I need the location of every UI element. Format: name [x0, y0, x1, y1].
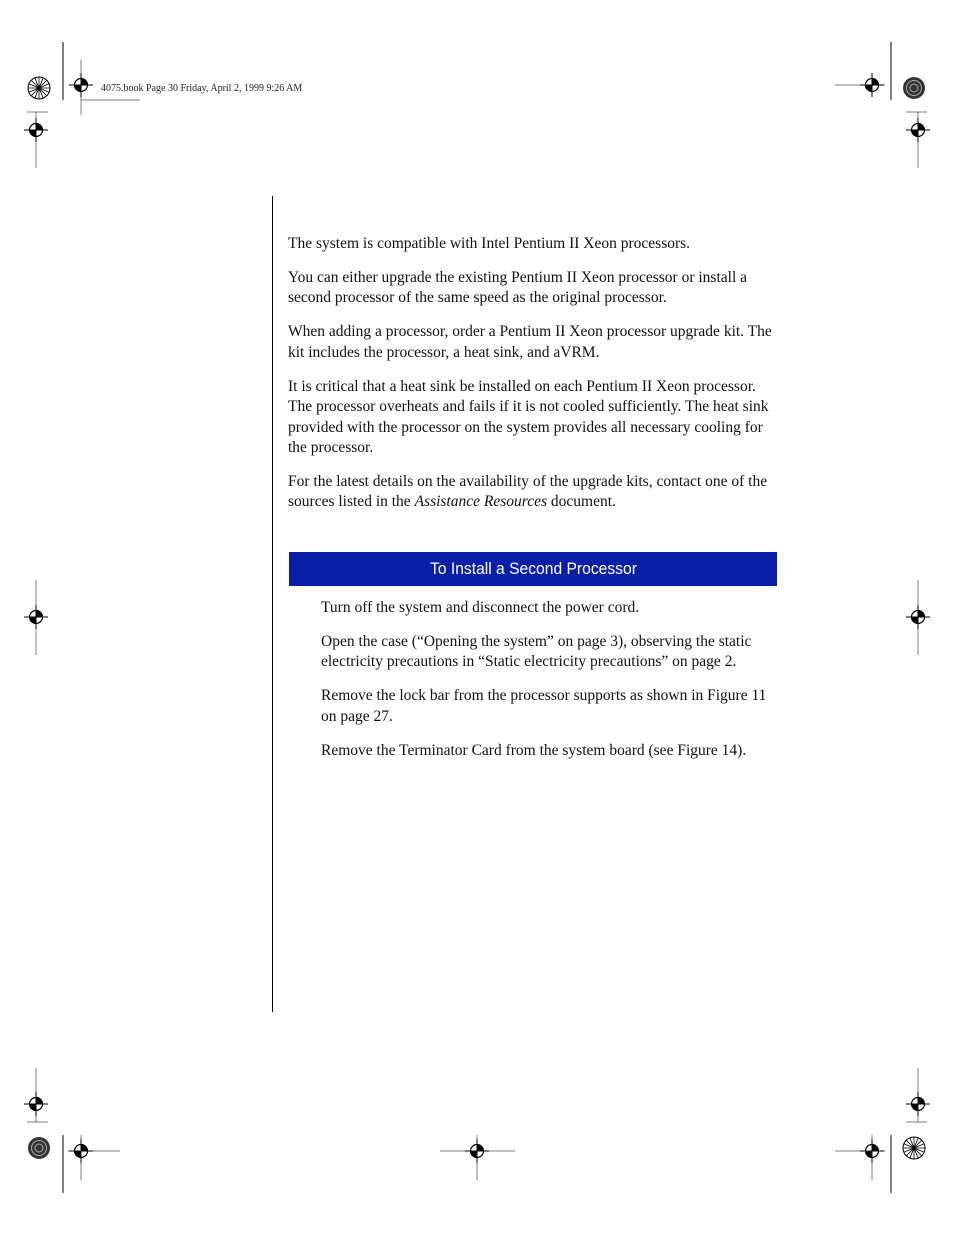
- procedure-steps: [321, 598, 781, 775]
- section-banner: [289, 552, 777, 586]
- step-item: Remove the lock bar from the processor supports as shown in Figure 11 on page 27.: [321, 687, 767, 725]
- step-item: Turn off the system and disconnect the power cord.: [321, 599, 640, 616]
- latest-details-end: document.: [547, 493, 616, 511]
- section-title: To Install a Second Processor: [429, 559, 637, 578]
- paragraph-latest-details: [288, 472, 778, 513]
- paragraph-compatibility: The system is compatible with Intel Pentium II Xeon processors.: [288, 235, 691, 252]
- intro-text: [288, 234, 778, 526]
- assistance-resources-title: Assistance Resources: [414, 493, 548, 511]
- margin-rule: [272, 196, 273, 1012]
- print-header-info: 4075.book Page 30 Friday, April 2, 1999 9:26 AM: [101, 83, 303, 94]
- paragraph-heat-sink: It is critical that a heat sink be installed on each Pentium II Xeon processor. The processor overheats and fails if it is not cooled sufficiently. The heat sink provided with the processor on the system provides all necessary cooling for the processor.: [288, 377, 769, 457]
- step-item: Open the case (“Opening the system” on page 3), observing the static electricity precautions in “Static electricity precautions” on page 2.: [321, 633, 752, 671]
- latest-details-text: For the latest details on the availability of the upgrade kits, contact one of the sources listed in the: [288, 473, 768, 511]
- paragraph-upgrade-kit: When adding a processor, order a Pentium II Xeon processor upgrade kit. The kit includes the processor, a heat sink, and aVRM.: [288, 323, 772, 361]
- paragraph-upgrade-options: You can either upgrade the existing Pentium II Xeon processor or install a second processor of the same speed as the original processor.: [288, 269, 748, 307]
- step-item: Remove the Terminator Card from the system board (see Figure 14).: [321, 741, 747, 759]
